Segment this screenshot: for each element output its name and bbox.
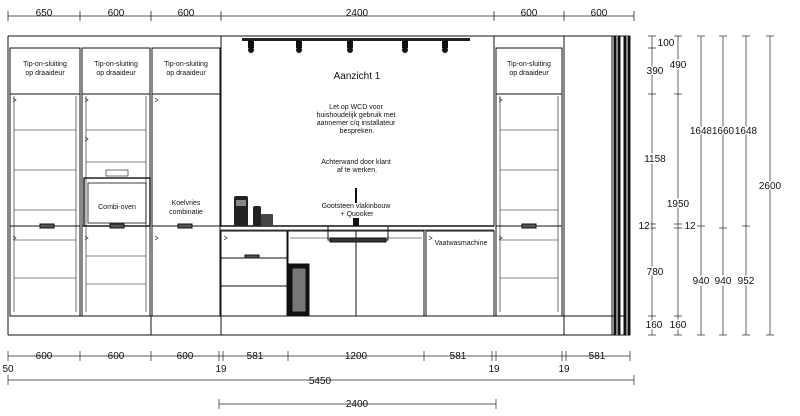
right-dim-label: 390 bbox=[646, 66, 664, 77]
elevation-title: Aanzicht 1 bbox=[333, 71, 381, 82]
tip-on-label: Tip-on-sluiting op draaideur bbox=[507, 61, 551, 77]
bottom-dim-label: 5450 bbox=[308, 376, 332, 387]
right-dim-label: 160 bbox=[669, 320, 687, 331]
top-dim-label: 600 bbox=[520, 8, 538, 19]
bottom-dim-label: 600 bbox=[107, 351, 125, 362]
cabinet-labels bbox=[23, 61, 551, 247]
bottom-dim-label: 581 bbox=[449, 351, 467, 362]
right-dimension-lines bbox=[645, 36, 774, 335]
track-lighting bbox=[242, 38, 470, 53]
back-wall-note: Achterwand door klant af te werken. bbox=[321, 159, 391, 174]
right-dim-label: 940 bbox=[714, 276, 732, 287]
right-dim-label: 100 bbox=[657, 38, 675, 49]
top-dimension-labels bbox=[36, 8, 608, 19]
bottom-dim-label: 1200 bbox=[344, 351, 368, 362]
fridge-label: Koelvries combinatie bbox=[169, 200, 203, 216]
top-dim-label: 600 bbox=[590, 8, 608, 19]
right-dimension-labels bbox=[638, 38, 781, 331]
right-dim-label: 12 bbox=[638, 221, 650, 232]
top-dimension-line bbox=[8, 11, 634, 21]
right-dim-label: 160 bbox=[645, 320, 663, 331]
combi-oven-label: Combi-oven bbox=[98, 204, 136, 211]
top-dim-label: 2400 bbox=[345, 8, 369, 19]
top-dim-label: 650 bbox=[35, 8, 53, 19]
top-dim-label: 600 bbox=[107, 8, 125, 19]
tip-on-label: Tip-on-sluiting op draaideur bbox=[23, 61, 67, 77]
right-dim-label: 2600 bbox=[758, 181, 782, 192]
right-dim-label: 12 bbox=[684, 221, 696, 232]
right-dim-label: 1660 bbox=[711, 126, 735, 137]
right-dim-label: 780 bbox=[646, 267, 664, 278]
bottom-dimension-labels bbox=[2, 351, 605, 410]
bottom-dim-label: 600 bbox=[176, 351, 194, 362]
tall-side-panel bbox=[564, 36, 612, 335]
right-dim-label: 490 bbox=[669, 60, 687, 71]
tall-cabinet-3 bbox=[152, 48, 220, 316]
top-dim-label: 600 bbox=[177, 8, 195, 19]
bottom-dim-label: 2400 bbox=[345, 399, 369, 410]
dishwasher-label: Vaatwasmachine bbox=[434, 240, 488, 247]
tip-on-label: Tip-on-sluiting op draaideur bbox=[94, 61, 138, 77]
bottom-dim-label: 581 bbox=[246, 351, 264, 362]
tall-cabinet-2 bbox=[82, 48, 150, 316]
right-dim-label: 1648 bbox=[734, 126, 758, 137]
tall-cabinet-4 bbox=[496, 48, 562, 316]
right-dim-label: 1950 bbox=[666, 199, 690, 210]
bottom-dim-label: 50 bbox=[2, 364, 14, 375]
counter-appliances bbox=[234, 196, 273, 226]
right-dim-label: 952 bbox=[737, 276, 755, 287]
combi-oven bbox=[84, 178, 150, 226]
kitchen-cabinets bbox=[8, 36, 630, 335]
sink-label: Gootsteen vlakinbouw + Quooker bbox=[321, 203, 391, 218]
right-dim-label: 1158 bbox=[644, 154, 666, 165]
kettle bbox=[253, 206, 261, 226]
bottom-dim-label: 19 bbox=[558, 364, 570, 375]
right-dim-label: 1648 bbox=[689, 126, 713, 137]
bottom-dim-label: 19 bbox=[488, 364, 500, 375]
bottom-dim-label: 600 bbox=[35, 351, 53, 362]
base-cabinet-drawers bbox=[221, 231, 287, 316]
tip-on-label: Tip-on-sluiting op draaideur bbox=[164, 61, 208, 77]
bottom-dim-label: 581 bbox=[588, 351, 606, 362]
bottom-dim-label: 19 bbox=[215, 364, 227, 375]
tall-cabinet-1 bbox=[10, 48, 80, 316]
right-dim-label: 940 bbox=[692, 276, 710, 287]
wcd-note: Let op WCD voor huishoudelijk gebruik met aannemer c/q installateur bespreken. bbox=[316, 104, 396, 135]
